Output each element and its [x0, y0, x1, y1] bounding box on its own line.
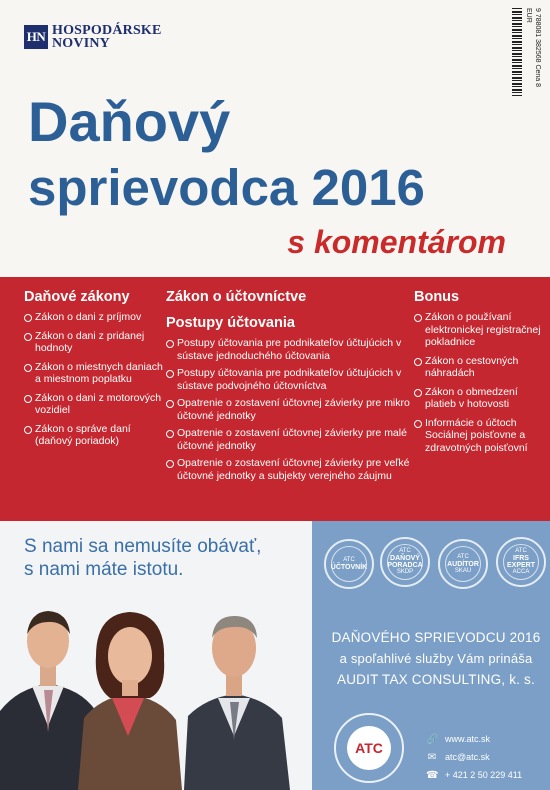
list-item: Postupy účtovania pre podnikateľov účtujúcich v sústave jednoduchého účtovania: [166, 337, 411, 362]
seal-top-text: ATC: [343, 557, 355, 563]
certification-seal: [380, 537, 430, 587]
contact-info: [426, 730, 522, 784]
list-item: Zákon o cestovných náhradách: [414, 355, 544, 380]
seal-top-text: ATC: [515, 548, 527, 554]
logo-text: [52, 24, 162, 50]
seal-inner: [387, 544, 423, 580]
slogan: [24, 535, 261, 581]
seal-inner: [503, 544, 539, 580]
phone-icon: ☎: [426, 769, 439, 781]
team-photo: [0, 586, 310, 790]
atc-logo: [334, 713, 404, 783]
certification-seal: [496, 537, 546, 587]
logo-line-1: HOSPODÁRSKE: [52, 23, 162, 38]
list-item: Informácie o účtoch Sociálnej poisťovne a zdravotných poisťovní: [414, 417, 544, 455]
seal-main-text: AUDÍTOR: [447, 560, 479, 568]
seal-bottom-text: SKAU: [454, 567, 472, 574]
list-item: Postupy účtovania pre podnikateľov účtujúcich v sústave podvojného účtovníctva: [166, 367, 411, 392]
column-list: [414, 311, 544, 454]
list-item: Opatrenie o zostavení účtovnej závierky pre malé účtovné jednotky: [166, 427, 411, 452]
barcode-number: 9 788081 382568: [534, 8, 541, 63]
barcode-text: [524, 8, 542, 96]
subtitle: s komentárom: [287, 224, 506, 260]
column-subheading: Postupy účtovania: [166, 315, 295, 331]
contents-band: [0, 277, 550, 521]
seal-top-text: ATC: [399, 548, 411, 554]
list-item: Opatrenie o zostavení účtovnej závierky pre veľké účtovné jednotky a subjekty verejného záujmu: [166, 457, 411, 482]
seal-bottom-text: ACCA: [512, 569, 530, 575]
promo-line-2: a spoľahlivé služby Vám prináša: [339, 651, 533, 666]
seal-bottom-text: SKDP: [396, 569, 414, 575]
column-accounting: [166, 289, 411, 487]
list-item: Zákon o správe daní (daňový poriadok): [24, 423, 164, 448]
certification-seal: [324, 539, 374, 589]
logo-mark: HN: [24, 25, 48, 49]
seal-main-text: DAŇOVÝ PORADCA: [387, 555, 423, 569]
atc-logo-core: ATC: [347, 726, 391, 770]
seal-main-text: ÚČTOVNÍK: [330, 564, 368, 571]
column-heading: Bonus: [414, 289, 460, 305]
column-list: [24, 311, 164, 448]
list-item: Zákon o miestnych daniach a miestnom poplatku: [24, 361, 164, 386]
advert-section: [0, 521, 550, 790]
column-list: [166, 337, 411, 482]
certification-seal: [438, 539, 488, 589]
person-right: [184, 616, 290, 790]
seal-top-text: ATC: [457, 553, 469, 560]
contact-phone: [426, 766, 522, 784]
email-address: atc@atc.sk: [445, 752, 490, 762]
promo-line-1: DAŇOVÉHO SPRIEVODCU 2016: [331, 630, 541, 645]
seal-inner: [331, 546, 367, 582]
barcode: [512, 8, 542, 96]
web-address: www.atc.sk: [445, 734, 491, 744]
promo-text: [326, 627, 546, 690]
contact-web[interactable]: [426, 730, 522, 748]
list-item: Zákon o dani z príjmov: [24, 311, 164, 324]
list-item: Zákon o obmedzení platieb v hotovosti: [414, 386, 544, 411]
list-item: Zákon o používaní elektronickej registračnej pokladnice: [414, 311, 544, 349]
barcode-bars: [512, 8, 522, 96]
list-item: Opatrenie o zostavení účtovnej závierky pre mikro účtovné jednotky: [166, 397, 411, 422]
link-icon: 🔗: [426, 733, 439, 745]
column-heading: Zákon o účtovníctve: [166, 289, 307, 305]
column-tax-laws: [24, 289, 164, 454]
title-line-2: sprievodca 2016: [28, 159, 425, 216]
seal-inner: [445, 546, 481, 582]
list-item: Zákon o dani z pridanej hodnoty: [24, 330, 164, 355]
publisher-logo: [24, 24, 162, 50]
price-label: Cena 8 EUR: [525, 8, 541, 88]
column-heading: Daňové zákony: [24, 289, 130, 305]
phone-number: + 421 2 50 229 411: [445, 770, 523, 780]
person-center: [78, 612, 182, 790]
envelope-icon: ✉: [427, 751, 437, 763]
slogan-line-2: s nami máte istotu.: [24, 559, 184, 580]
contact-email[interactable]: [426, 748, 522, 766]
promo-line-3: AUDIT TAX CONSULTING, k. s.: [337, 672, 535, 687]
list-item: Zákon o dani z motorových vozidiel: [24, 392, 164, 417]
logo-line-2: NOVINY: [52, 36, 110, 51]
column-bonus: [414, 289, 544, 460]
slogan-line-1: S nami sa nemusíte obávať,: [24, 536, 262, 557]
seal-main-text: IFRS EXPERT: [506, 555, 535, 569]
title-line-1: Daňový: [28, 90, 231, 153]
